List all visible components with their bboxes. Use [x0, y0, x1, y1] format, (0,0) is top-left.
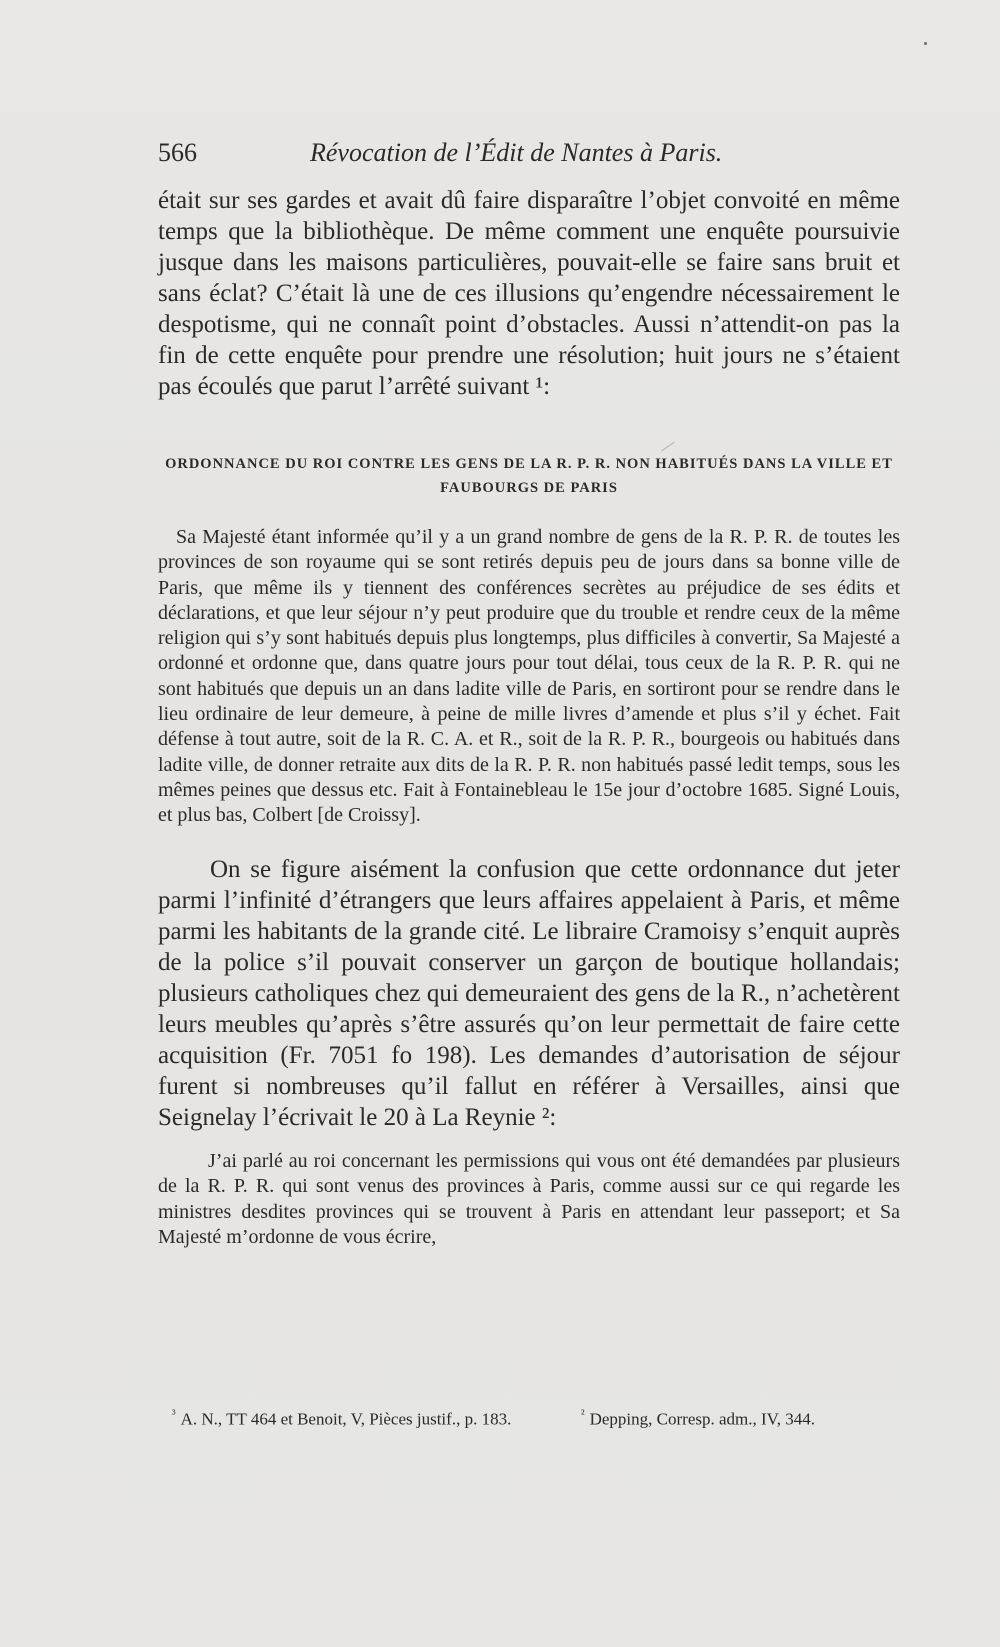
ordinance-title: ORDONNANCE DU ROI CONTRE LES GENS DE LA R. P. R. NON HABITUÉS DANS LA VILLE ET FAUBOURGS DE PARIS — [165, 456, 893, 496]
footnote-marker-2: ² — [581, 1407, 585, 1421]
running-title: Révocation de l’Édit de Nantes à Paris. — [310, 138, 723, 167]
paragraph-2: On se figure aisément la confusion que cette ordonnance dut jeter parmi l’infinité d’étrangers que leurs affaires appelaient à Paris, et même parmi les habitants de la grande cité. Le libraire Cramoisy s’enquit auprès de la police s’il pouvait conserver un garçon de boutique hollandais; plusieurs catholiques chez qui demeuraient des gens de la R., n’achetèrent leurs meubles qu’après s’être assurés qu’on leur permettait de faire cette acquisition (Fr. 7051 fo 198). Les demandes d’autorisation de séjour furent si nombreuses qu’il fallut en référer à Versailles, ainsi que Seignelay l’écrivait le 20 à La Reynie ²: — [158, 855, 900, 1131]
page-number: 566 — [158, 138, 197, 167]
footnote-2 — [581, 1402, 911, 1432]
ordinance-text: Sa Majesté étant informée qu’il y a un grand nombre de gens de la R. P. R. de toutes les provinces de son royaume qui se sont retirés depuis peu de jours dans sa bonne ville de Paris, que même ils y tiennent des conférences secrètes au préjudice de ses édits et déclarations, et que leur séjour n’y peut produire que du trouble et rendre ceux de la même religion qui s’y sont habitués depuis plus longtemps, plus difficiles à convertir, Sa Majesté a ordonné et ordonne que, dans quatre jours pour tout délai, tous ceux de la R. P. R. qui ne sont habitués que depuis un an dans ladite ville de Paris, en sortiront pour se rendre dans le lieu ordinaire de leur demeure, à peine de mille livres d’amende et plus s’il y échet. Fait défense à tout autre, soit de la R. C. A. et R., soit de la R. P. R., bourgeois ou habitués dans ladite ville, de donner retraite aux dits de la R. P. R. non habitués passé ledit temps, sous les mêmes peines que dessus etc. Fait à Fontainebleau le 15e jour d’octobre 1685. Signé Louis, et plus bas, Colbert [de Croissy]. — [158, 526, 900, 827]
footnote-text-2: Depping, Corresp. adm., IV, 344. — [589, 1409, 815, 1429]
paragraph-1: était sur ses gardes et avait dû faire disparaître l’objet convoité en même temps que la bibliothèque. De même comment une enquête poursuivie jusque dans les maisons particulières, pouvait-elle se faire sans bruit et sans éclat? C’était là une de ces illusions qu’engendre nécessairement le despotisme, qui ne connaît point d’obstacles. Aussi n’attendit-on pas la fin de cette enquête pour prendre une résolution; huit jours ne s’étaient pas écoulés que parut l’arrêté suivant ¹: — [158, 187, 900, 400]
page-header — [158, 138, 908, 178]
letter-text: J’ai parlé au roi concernant les permissions qui vous ont été demandées par plusieurs de la R. P. R. qui sont venus des provinces à Paris, comme aussi sur ce qui regarde les ministres desdites provinces qui se trouvent à Paris en attendant leur passeport; et Sa Majesté m’ordonne de vous écrire, — [158, 1149, 900, 1249]
footnote-marker-1: ³ — [172, 1407, 176, 1421]
main-text — [158, 185, 900, 1251]
scan-speck — [924, 42, 927, 45]
footnote-text-1: A. N., TT 464 et Benoit, V, Pièces justif., p. 183. — [180, 1409, 512, 1429]
footnote-1 — [172, 1402, 542, 1432]
